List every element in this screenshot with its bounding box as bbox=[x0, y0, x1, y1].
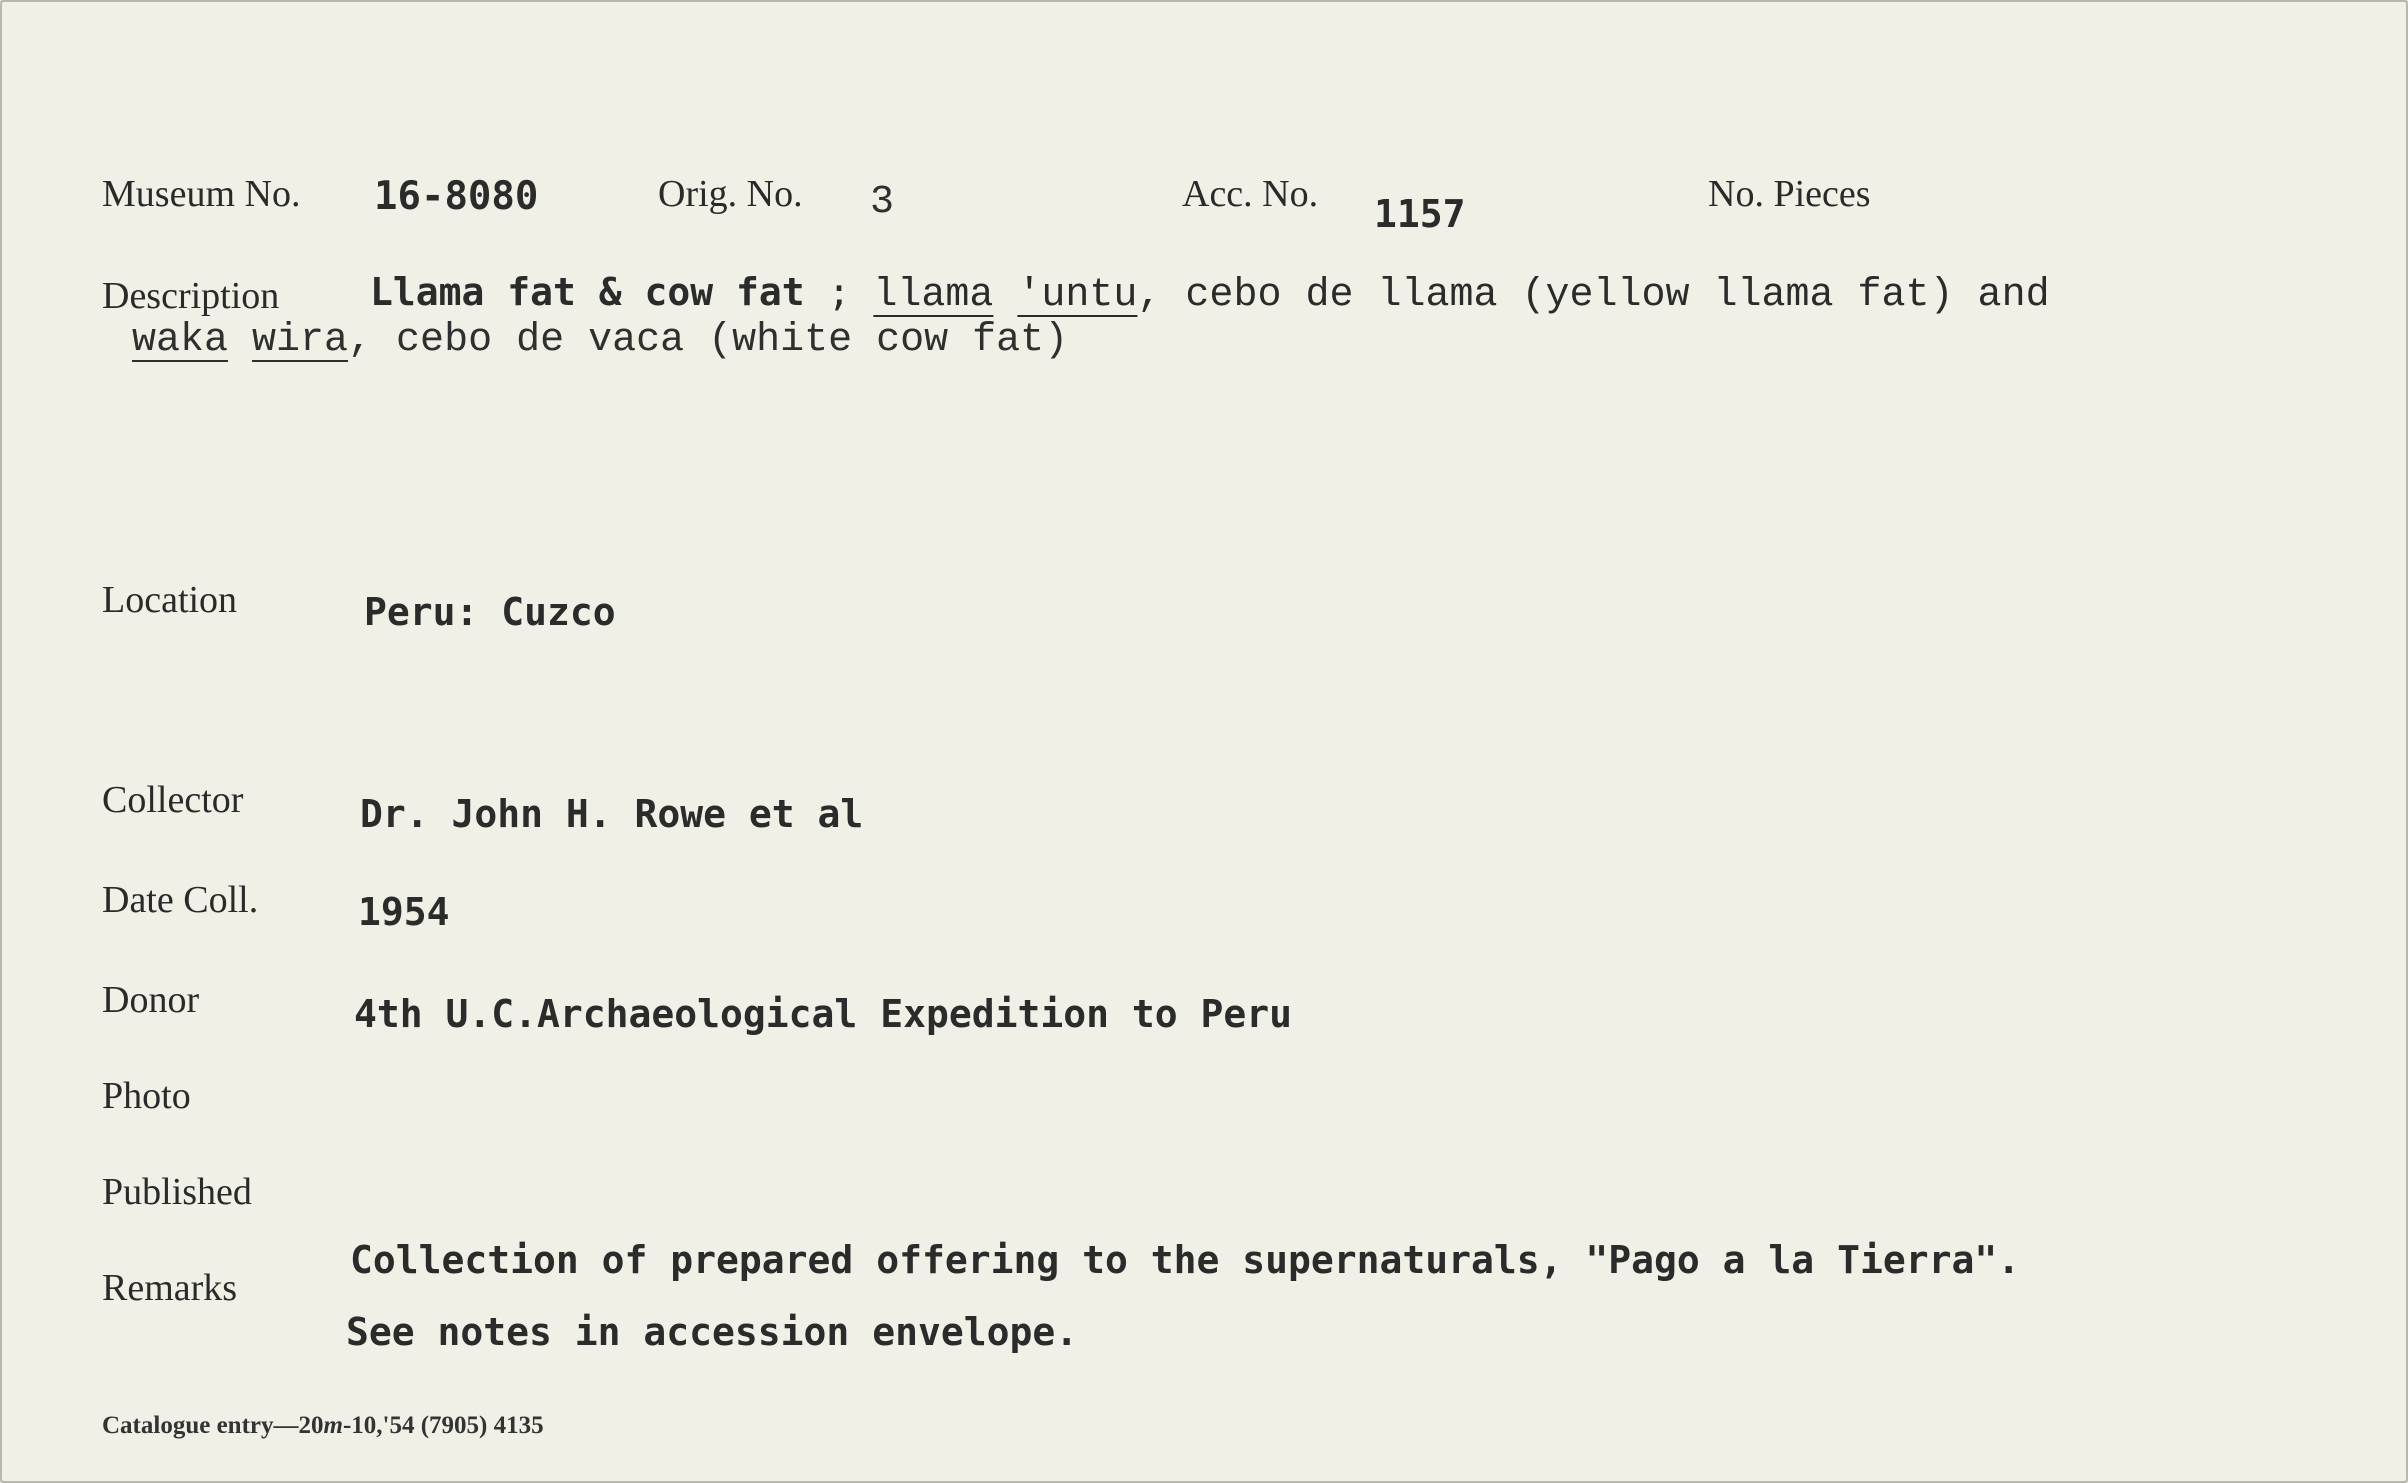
location-label: Location bbox=[102, 579, 238, 621]
footer-italic: m bbox=[323, 1412, 343, 1439]
remarks-line-1: Collection of prepared offering to the supernaturals, "Pago a la Tierra". bbox=[350, 1238, 2021, 1282]
donor-label: Donor bbox=[102, 979, 200, 1021]
description-text-1: , cebo de llama (yellow llama fat) and bbox=[1137, 273, 2050, 318]
description-term-wira: wira bbox=[252, 318, 349, 363]
description-separator: ; bbox=[804, 270, 851, 314]
photo-label: Photo bbox=[102, 1075, 191, 1117]
location-value: Peru: Cuzco bbox=[364, 590, 616, 634]
acc-no-label: Acc. No. bbox=[1182, 173, 1319, 215]
collector-value: Dr. John H. Rowe et al bbox=[360, 792, 864, 836]
footer-prefix: Catalogue entry—20 bbox=[102, 1412, 324, 1439]
catalogue-footer bbox=[102, 1412, 544, 1440]
description-line-2 bbox=[132, 318, 1068, 363]
description-label: Description bbox=[102, 275, 280, 317]
date-coll-label: Date Coll. bbox=[102, 879, 259, 921]
collector-label: Collector bbox=[102, 779, 244, 821]
remarks-line-2: See notes in accession envelope. bbox=[346, 1310, 1079, 1354]
description-term-untu: 'untu bbox=[1017, 273, 1138, 318]
description-title: Llama fat & cow fat bbox=[370, 270, 805, 314]
orig-no-label: Orig. No. bbox=[658, 173, 803, 215]
description-line-1 bbox=[370, 270, 2050, 318]
museum-no-label: Museum No. bbox=[102, 173, 301, 215]
description-text-2: , cebo de vaca (white cow fat) bbox=[348, 318, 1069, 363]
museum-no-value: 16-8080 bbox=[374, 174, 539, 219]
donor-value: 4th U.C.Archaeological Expedition to Peru bbox=[354, 992, 1292, 1036]
description-term-waka: waka bbox=[132, 318, 229, 363]
remarks-label: Remarks bbox=[102, 1267, 238, 1309]
orig-no-value: 3 bbox=[870, 180, 895, 225]
no-pieces-label: No. Pieces bbox=[1708, 173, 1871, 215]
description-term-llama: llama bbox=[873, 273, 994, 318]
footer-suffix: -10,'54 (7905) 4135 bbox=[342, 1412, 544, 1439]
published-label: Published bbox=[102, 1171, 252, 1213]
date-coll-value: 1954 bbox=[358, 890, 450, 934]
acc-no-value: 1157 bbox=[1374, 192, 1466, 236]
